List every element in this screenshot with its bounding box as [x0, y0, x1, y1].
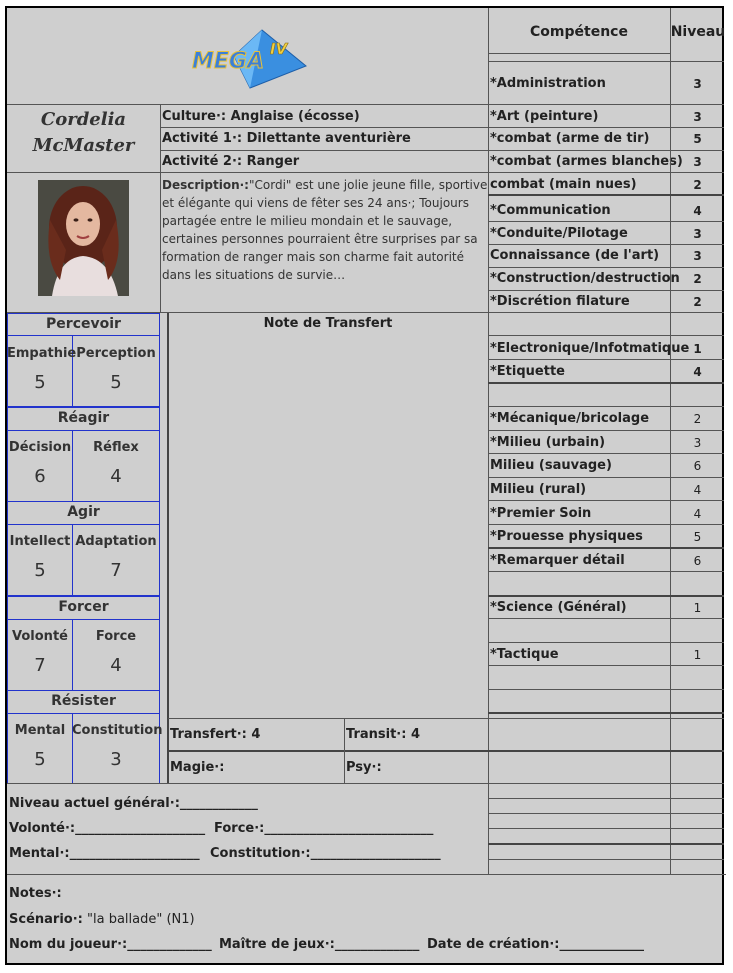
transfert-value: Transfert·: 4 [170, 727, 261, 742]
skill-name: Connaissance (de l'art) [490, 248, 660, 263]
skill-level: 2 [693, 412, 702, 426]
skill-name: *Tactique [490, 647, 559, 662]
attr-title-percevoir: Percevoir [46, 316, 121, 332]
attr-title-reagir: Réagir [57, 410, 110, 426]
skill-name: *Remarquer détail [490, 553, 625, 568]
note-transfert-title: Note de Transfert [263, 316, 393, 331]
transit-value: Transit·: 4 [346, 727, 420, 742]
attr-mental-label: Mental [14, 723, 66, 738]
attr-force-label: Force [95, 629, 137, 644]
attr-adaptation-value: 7 [110, 560, 122, 581]
skill-name: *Prouesse physiques [490, 529, 643, 544]
scenario-value: "la ballade" (N1) [87, 912, 195, 927]
attr-volonte-label: Volonté [12, 629, 68, 644]
skill-level: 2 [693, 178, 702, 192]
skill-level: 3 [693, 227, 702, 241]
attr-reflex-label: Réflex [93, 440, 139, 455]
scenario-row [9, 912, 195, 928]
character-first-name: Cordelia [40, 109, 127, 130]
attr-perception-value: 5 [110, 372, 122, 393]
attr-decision-value: 6 [34, 466, 46, 487]
skill-name: combat (main nues) [490, 177, 637, 192]
skill-name: *Mécanique/bricolage [490, 411, 650, 426]
attr-reflex-value: 4 [110, 466, 122, 487]
skill-level: 6 [693, 554, 702, 568]
attr-constitution-value: 3 [110, 749, 122, 770]
attr-intellect-value: 5 [34, 560, 46, 581]
skill-level: 2 [693, 295, 702, 309]
skill-level: 3 [693, 249, 702, 263]
culture-label: Culture·: [162, 109, 227, 124]
date-field: Date de création·:_____________ [427, 937, 644, 952]
character-description [162, 176, 490, 284]
skill-level: 2 [693, 272, 702, 286]
force-field: Force·:__________________________ [214, 821, 434, 836]
skill-level: 3 [693, 77, 702, 91]
skill-level: 6 [693, 459, 702, 473]
notes-field: Notes·: [9, 886, 62, 901]
attr-force-value: 4 [110, 655, 122, 676]
activite2-label: Activité 2·: [162, 154, 243, 169]
skill-name: *Construction/destruction [490, 271, 680, 286]
skill-name: *Discrétion filature [490, 294, 630, 309]
culture-value: Anglaise (écosse) [230, 109, 360, 124]
attr-title-resister: Résister [51, 693, 116, 709]
skill-level: 3 [693, 436, 702, 450]
magie-value: Magie·: [170, 760, 225, 775]
activite1-row [162, 131, 411, 147]
skill-level: 1 [693, 601, 702, 615]
attr-constitution-label: Constitution [72, 723, 163, 738]
attr-mental-value: 5 [34, 749, 46, 770]
attr-perception-label: Perception [76, 346, 156, 361]
skill-name: *Electronique/Infotmatique [490, 341, 690, 356]
attr-title-agir: Agir [67, 504, 100, 520]
volonte-field: Volonté·:____________________ [9, 821, 206, 836]
skill-name: Milieu (sauvage) [490, 458, 612, 473]
skill-name: *combat (arme de tir) [490, 131, 650, 146]
attr-empathie-value: 5 [34, 372, 46, 393]
culture-row [162, 109, 360, 125]
skill-level: 3 [693, 155, 702, 169]
mega-logo [190, 26, 310, 92]
attr-decision-label: Décision [8, 440, 72, 455]
skill-name: *Etiquette [490, 364, 565, 379]
attr-intellect-label: Intellect [9, 534, 71, 549]
niveau-header: Niveau [670, 24, 726, 40]
skill-level: 5 [693, 530, 702, 544]
skill-name: *Conduite/Pilotage [490, 226, 628, 241]
joueur-field: Nom du joueur·:_____________ [9, 937, 212, 952]
logo-text: MEGA [192, 49, 265, 74]
attr-adaptation-label: Adaptation [75, 534, 157, 549]
attr-empathie-label: Empathie [7, 346, 77, 361]
maitre-field: Maître de jeux·:_____________ [219, 937, 420, 952]
mental-field: Mental·:____________________ [9, 846, 200, 861]
skill-name: *Administration [490, 76, 606, 91]
skill-level: 4 [693, 483, 702, 497]
skill-level: 4 [693, 365, 702, 379]
skill-name: Milieu (rural) [490, 482, 587, 497]
skill-name: *Communication [490, 203, 611, 218]
skill-name: *Premier Soin [490, 506, 592, 521]
description-label: Description·: [162, 178, 249, 192]
competence-header: Compétence [530, 24, 628, 40]
psy-value: Psy·: [346, 760, 382, 775]
character-last-name: McMaster [32, 135, 135, 156]
activite1-label: Activité 1·: [162, 131, 243, 146]
skill-level: 1 [693, 648, 702, 662]
character-portrait [38, 180, 129, 296]
scenario-label: Scénario·: [9, 912, 83, 927]
constitution-field: Constitution·:____________________ [210, 846, 441, 861]
skill-level: 5 [693, 132, 702, 146]
character-sheet [5, 6, 724, 965]
skill-name: *Science (Général) [490, 600, 627, 615]
description-text: "Cordi" est une jolie jeune fille, sportive et élégante qui viens de fêter ses 24 ans·; Toujours partagée entre le milieu mondain et le sauvage, certaines personnes pourraient être surprises par sa formation de ranger mais son charme fait autorité dans les situations de survie… [162, 178, 488, 282]
attr-title-forcer: Forcer [58, 599, 109, 615]
skill-name: *Art (peinture) [490, 109, 599, 124]
skill-name: *Milieu (urbain) [490, 435, 606, 450]
activite2-row [162, 154, 299, 170]
skill-name: *combat (armes blanches) [490, 154, 683, 169]
niveau-general-field: Niveau actuel général·:____________ [9, 796, 258, 811]
attr-volonte-value: 7 [34, 655, 46, 676]
skill-level: 4 [693, 204, 702, 218]
logo-suffix: IV [270, 40, 288, 58]
skill-level: 3 [693, 110, 702, 124]
activite2-value: Ranger [246, 154, 300, 169]
skill-level: 1 [693, 342, 702, 356]
skill-level: 4 [693, 507, 702, 521]
activite1-value: Dilettante aventurière [246, 131, 411, 146]
